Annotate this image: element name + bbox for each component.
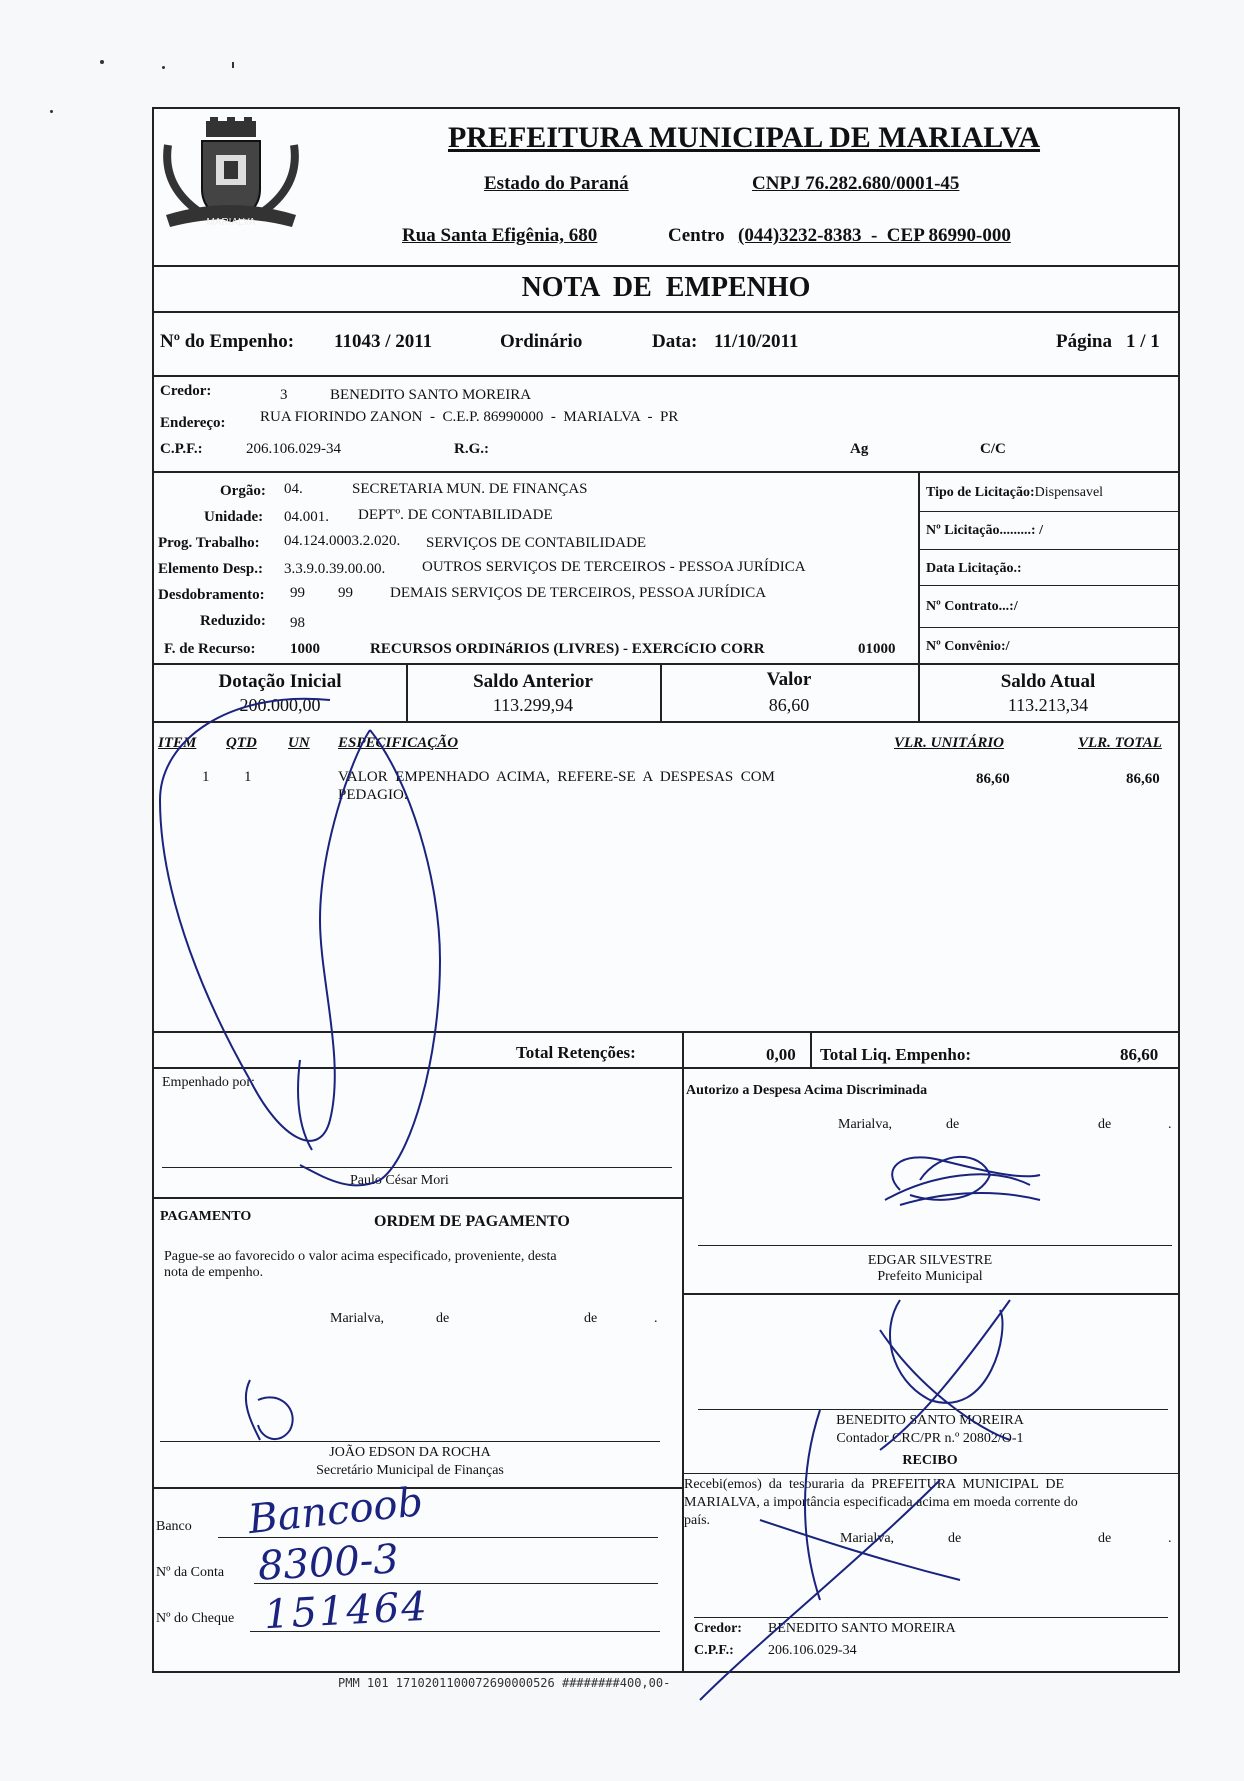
items-header-vlr-total: VLR. TOTAL bbox=[1078, 735, 1162, 751]
empenhado-por-label: Empenhado por: bbox=[162, 1075, 255, 1090]
pagamento-de-1: de bbox=[436, 1311, 450, 1326]
recurso-name: RECURSOS ORDINáRIOS (LIVRES) - EXERCíCIO CORR bbox=[370, 641, 765, 657]
empenho-type: Ordinário bbox=[500, 331, 583, 352]
contador-name: BENEDITO SANTO MOREIRA bbox=[836, 1413, 1024, 1428]
autorizo-city: Marialva, bbox=[838, 1117, 893, 1132]
desdobramento-code-2: 99 bbox=[338, 585, 353, 601]
total-retencoes-value: 0,00 bbox=[766, 1045, 796, 1064]
phone-cep-label: (044)3232-8383 - CEP 86990-000 bbox=[738, 225, 1011, 246]
total-liq-empenho-value: 86,60 bbox=[1120, 1045, 1159, 1064]
recibo-text-line2: MARIALVA, a importância especificada acima em moeda corrente do bbox=[684, 1495, 1078, 1510]
state-label: Estado do Paraná bbox=[484, 173, 629, 194]
pagamento-city: Marialva, bbox=[330, 1311, 385, 1326]
secretario-name: JOÃO EDSON DA ROCHA bbox=[329, 1445, 491, 1460]
items-header-un: UN bbox=[288, 735, 310, 751]
recibo-cpf: 206.106.029-34 bbox=[768, 1643, 857, 1658]
cc-label: C/C bbox=[980, 441, 1006, 457]
prog-trabalho-name: SERVIÇOS DE CONTABILIDADE bbox=[426, 535, 647, 551]
saldo-atual-value: 113.213,34 bbox=[1007, 695, 1089, 715]
empenhado-por-name: Paulo César Mori bbox=[350, 1173, 449, 1188]
credor-cpf: 206.106.029-34 bbox=[246, 441, 341, 457]
orgao-label: Orgão: bbox=[220, 483, 266, 499]
recibo-dot: . bbox=[1168, 1531, 1172, 1546]
item-number: 1 bbox=[202, 769, 210, 785]
desdobramento-label: Desdobramento: bbox=[158, 587, 265, 603]
autorizo-de-1: de bbox=[946, 1117, 960, 1132]
pagamento-dot: . bbox=[654, 1311, 658, 1326]
orgao-name: SECRETARIA MUN. DE FINANÇAS bbox=[352, 481, 588, 497]
elemento-label: Elemento Desp.: bbox=[158, 561, 263, 577]
unidade-code: 04.001. bbox=[284, 509, 329, 525]
items-header-especificacao: ESPECIFICAÇÃO bbox=[338, 735, 459, 751]
empenho-number: 11043 / 2011 bbox=[334, 331, 433, 352]
unidade-label: Unidade: bbox=[204, 509, 264, 525]
saldo-anterior-value: 113.299,94 bbox=[492, 695, 574, 715]
dotacao-inicial-label: Dotação Inicial bbox=[218, 671, 342, 692]
autorizo-label: Autorizo a Despesa Acima Discriminada bbox=[686, 1083, 928, 1098]
district-label: Centro bbox=[668, 225, 725, 246]
dotacao-inicial-value: 200.000,00 bbox=[239, 695, 321, 715]
recibo-credor-label: Credor: bbox=[694, 1621, 742, 1636]
item-vlr-unitario: 86,60 bbox=[976, 771, 1010, 787]
reduzido-code: 98 bbox=[290, 615, 305, 631]
pagamento-text-line1: Pague-se ao favorecido o valor acima especificado, proveniente, desta bbox=[164, 1249, 557, 1264]
orgao-code: 04. bbox=[284, 481, 303, 497]
pagamento-label: PAGAMENTO bbox=[160, 1209, 252, 1224]
prog-trabalho-code: 04.124.0003.2.020. bbox=[284, 533, 401, 549]
item-especificacao-line2: PEDAGIO. bbox=[338, 787, 408, 803]
unidade-name: DEPTº. DE CONTABILIDADE bbox=[358, 507, 553, 523]
contador-role: Contador CRC/PR n.º 20802/O-1 bbox=[836, 1431, 1024, 1446]
scan-speck bbox=[162, 66, 165, 69]
page-number: 1 / 1 bbox=[1126, 331, 1160, 352]
item-qtd: 1 bbox=[244, 769, 252, 785]
nota-de-empenho-form bbox=[152, 107, 1180, 1673]
ag-label: Ag bbox=[850, 441, 869, 457]
tipo-licitacao-label: Tipo de Licitação:Dispensavel bbox=[926, 485, 1104, 500]
recibo-text-line1: Recebi(emos) da tesouraria da PREFEITURA MUNICIPAL DE bbox=[684, 1477, 1065, 1492]
empenho-date: 11/10/2011 bbox=[714, 331, 799, 352]
street-label: Rua Santa Efigênia, 680 bbox=[402, 225, 598, 246]
elemento-name: OUTROS SERVIÇOS DE TERCEIROS - PESSOA JURÍDICA bbox=[422, 559, 806, 575]
ordem-pagamento-title: ORDEM DE PAGAMENTO bbox=[374, 1213, 570, 1230]
cpf-label: C.P.F.: bbox=[160, 441, 203, 457]
banco-label: Banco bbox=[156, 1519, 192, 1534]
conta-handwritten-value: 8300-3 bbox=[256, 1536, 400, 1590]
autorizo-de-2: de bbox=[1098, 1117, 1112, 1132]
pagamento-text-line2: nota de empenho. bbox=[164, 1265, 264, 1280]
cheque-handwritten-value: 151464 bbox=[262, 1583, 430, 1639]
recibo-de-2: de bbox=[1098, 1531, 1112, 1546]
saldo-atual-label: Saldo Atual bbox=[1000, 671, 1096, 692]
footer-code: PMM 101 1710201100072690000526 ########400,00- bbox=[338, 1676, 671, 1690]
autorizo-dot: . bbox=[1168, 1117, 1172, 1132]
prefeito-name: EDGAR SILVESTRE bbox=[867, 1253, 993, 1268]
recibo-de-1: de bbox=[948, 1531, 962, 1546]
recurso-code: 1000 bbox=[290, 641, 320, 657]
convenio-number: Nº Convênio:/ bbox=[926, 639, 1010, 654]
empenho-date-label: Data: bbox=[652, 331, 698, 352]
valor-value: 86,60 bbox=[768, 695, 810, 715]
elemento-code: 3.3.9.0.39.00.00. bbox=[284, 561, 386, 577]
total-retencoes-label: Total Retenções: bbox=[516, 1043, 636, 1062]
licitacao-date: Data Licitação.: bbox=[926, 561, 1022, 576]
items-header-vlr-unitario: VLR. UNITÁRIO bbox=[894, 735, 1005, 751]
prefeito-role: Prefeito Municipal bbox=[877, 1269, 983, 1284]
cheque-label: Nº do Cheque bbox=[156, 1611, 235, 1626]
reduzido-label: Reduzido: bbox=[200, 613, 266, 629]
cnpj-label: CNPJ 76.282.680/0001-45 bbox=[752, 173, 960, 194]
total-liq-empenho-label: Total Liq. Empenho: bbox=[820, 1045, 971, 1064]
banco-handwritten-value: Bancoob bbox=[246, 1478, 426, 1544]
secretario-role: Secretário Municipal de Finanças bbox=[316, 1463, 504, 1478]
valor-label: Valor bbox=[766, 669, 812, 690]
empenho-number-label: Nº do Empenho: bbox=[160, 331, 295, 352]
scan-speck bbox=[100, 60, 104, 64]
recurso-label: F. de Recurso: bbox=[164, 641, 256, 657]
credor-name: BENEDITO SANTO MOREIRA bbox=[330, 387, 532, 403]
recurso-number: 01000 bbox=[858, 641, 896, 657]
rg-label: R.G.: bbox=[454, 441, 489, 457]
desdobramento-name: DEMAIS SERVIÇOS DE TERCEIROS, PESSOA JURÍDICA bbox=[390, 585, 767, 601]
recibo-text-line3: país. bbox=[684, 1513, 711, 1528]
pagamento-de-2: de bbox=[584, 1311, 598, 1326]
saldo-anterior-label: Saldo Anterior bbox=[473, 671, 593, 692]
item-vlr-total: 86,60 bbox=[1126, 771, 1160, 787]
recibo-title: RECIBO bbox=[902, 1453, 958, 1468]
items-header-item: ITEM bbox=[158, 735, 197, 751]
licitacao-number: Nº Licitação.........: / bbox=[926, 523, 1043, 538]
credor-label: Credor: bbox=[160, 383, 212, 399]
desdobramento-code-1: 99 bbox=[290, 585, 305, 601]
scan-speck bbox=[50, 110, 53, 113]
conta-label: Nº da Conta bbox=[156, 1565, 225, 1580]
recibo-city: Marialva, bbox=[840, 1531, 895, 1546]
address-label: Endereço: bbox=[160, 415, 226, 431]
credor-code: 3 bbox=[280, 387, 288, 403]
credor-address: RUA FIORINDO ZANON - C.E.P. 86990000 - MARIALVA - PR bbox=[260, 409, 679, 425]
contrato-number: Nº Contrato...:/ bbox=[926, 599, 1018, 614]
page-label: Página bbox=[1056, 331, 1112, 352]
recibo-cpf-label: C.P.F.: bbox=[694, 1643, 734, 1658]
svg-text:MARIALVA: MARIALVA bbox=[206, 217, 256, 228]
scan-speck bbox=[232, 62, 234, 68]
items-header-qtd: QTD bbox=[226, 735, 257, 751]
municipal-crest-icon bbox=[158, 115, 304, 243]
recibo-credor-name: BENEDITO SANTO MOREIRA bbox=[768, 1621, 956, 1636]
prog-trabalho-label: Prog. Trabalho: bbox=[158, 535, 260, 551]
page-title: PREFEITURA MUNICIPAL DE MARIALVA bbox=[447, 121, 1041, 154]
item-especificacao-line1: VALOR EMPENHADO ACIMA, REFERE-SE A DESPESAS COM bbox=[338, 769, 775, 785]
document-title: NOTA DE EMPENHO bbox=[521, 272, 811, 303]
